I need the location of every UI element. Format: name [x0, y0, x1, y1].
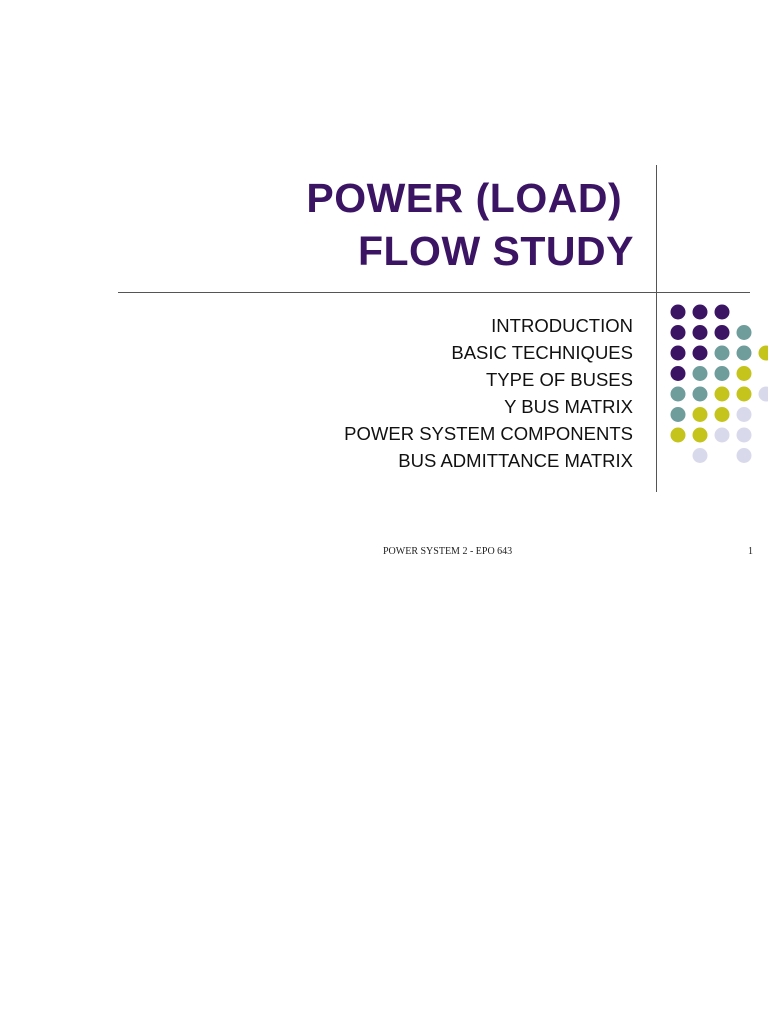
decorative-dot	[737, 325, 752, 340]
vertical-divider	[656, 165, 657, 492]
horizontal-divider	[118, 292, 750, 293]
decorative-dot	[693, 325, 708, 340]
decorative-dot	[715, 387, 730, 402]
topic-item-power-system-components: POWER SYSTEM COMPONENTS	[344, 423, 633, 444]
decorative-dot	[715, 407, 730, 422]
decorative-dot	[759, 346, 768, 361]
topic-item-bus-admittance-matrix: BUS ADMITTANCE MATRIX	[398, 450, 633, 471]
decorative-dot	[737, 407, 752, 422]
decorative-dot	[671, 305, 686, 320]
slide-title-line-2: FLOW STUDY	[357, 228, 634, 274]
decorative-dot	[671, 346, 686, 361]
page-number: 1	[748, 546, 753, 557]
topic-item-y-bus-matrix: Y BUS MATRIX	[504, 396, 633, 417]
decorative-dot	[737, 428, 752, 443]
decorative-dot	[693, 366, 708, 381]
decorative-dot	[693, 448, 708, 463]
decorative-dot	[671, 366, 686, 381]
decorative-dot	[715, 346, 730, 361]
decorative-dot	[715, 366, 730, 381]
topic-item-type-of-buses: TYPE OF BUSES	[485, 369, 633, 390]
decorative-dot	[737, 448, 752, 463]
slide-title	[306, 172, 634, 278]
decorative-dot	[759, 387, 768, 402]
decorative-dot	[715, 428, 730, 443]
decorative-dot	[693, 346, 708, 361]
decorative-dot	[693, 305, 708, 320]
topic-item-basic-techniques: BASIC TECHNIQUES	[451, 342, 633, 363]
decorative-dot	[715, 305, 730, 320]
decorative-dot	[671, 407, 686, 422]
decorative-dot	[671, 325, 686, 340]
slide-title-line-1: POWER (LOAD)	[306, 175, 634, 221]
topic-list	[344, 312, 633, 474]
decorative-dot	[693, 407, 708, 422]
decorative-dot	[693, 387, 708, 402]
decorative-dot	[671, 428, 686, 443]
decorative-dot	[737, 366, 752, 381]
decorative-dot	[737, 387, 752, 402]
decorative-dot	[737, 346, 752, 361]
decorative-dot	[671, 387, 686, 402]
decorative-dot	[715, 325, 730, 340]
topic-item-introduction: INTRODUCTION	[491, 315, 633, 336]
slide-footer: POWER SYSTEM 2 - EPO 643	[383, 546, 513, 557]
decorative-dot	[693, 428, 708, 443]
